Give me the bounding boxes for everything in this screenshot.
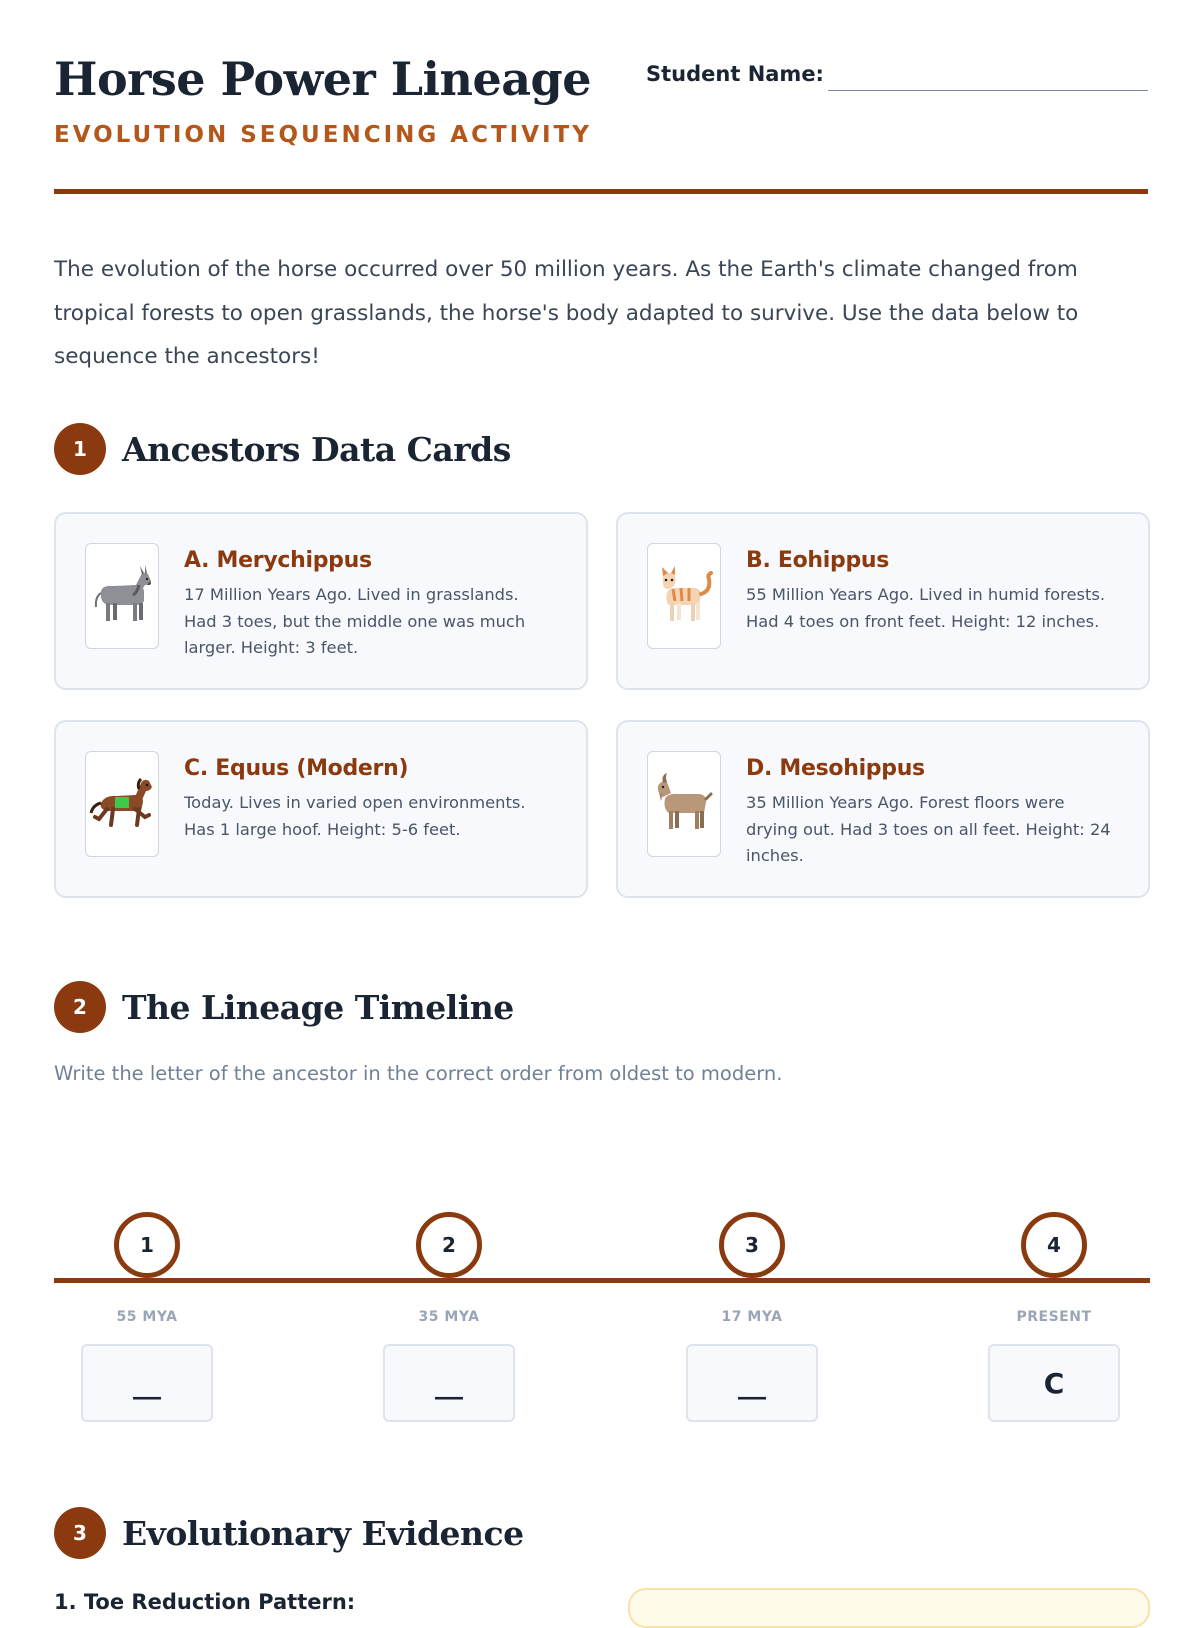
timeline-instruction: Write the letter of the ancestor in the correct order from oldest to modern.	[54, 1062, 783, 1085]
timeline-line	[54, 1278, 1150, 1283]
student-name-field[interactable]	[828, 90, 1148, 91]
section-heading-timeline	[54, 980, 514, 1034]
page-subtitle: EVOLUTION SEQUENCING ACTIVITY	[54, 122, 592, 148]
racehorse-icon	[85, 751, 159, 857]
timeline-step-marker: 3	[719, 1212, 785, 1278]
section-title: Ancestors Data Cards	[122, 429, 511, 469]
card-description: 17 Million Years Ago. Lived in grasslands. Had 3 toes, but the middle one was much larger. Height: 3 feet.	[184, 585, 526, 657]
section-number-badge: 1	[54, 423, 106, 475]
card-title: D. Mesohippus	[746, 756, 925, 781]
student-name-label: Student Name:	[646, 62, 824, 86]
card-description: 35 Million Years Ago. Forest floors were drying out. Had 3 toes on all feet. Height: 24 inches.	[746, 793, 1111, 865]
card-description: 55 Million Years Ago. Lived in humid forests. Had 4 toes on front feet. Height: 12 inches.	[746, 585, 1105, 631]
card-title: A. Merychippus	[184, 548, 372, 573]
section-heading-evidence	[54, 1506, 524, 1560]
page-title: Horse Power Lineage	[54, 52, 591, 106]
section-title: Evolutionary Evidence	[122, 1513, 524, 1553]
goat-icon	[647, 751, 721, 857]
cat-icon	[647, 543, 721, 649]
timeline-answer-box[interactable]: __	[81, 1344, 213, 1422]
section-number-badge: 2	[54, 981, 106, 1033]
section-heading-ancestors	[54, 422, 511, 476]
card-title: C. Equus (Modern)	[184, 756, 409, 781]
donkey-icon	[85, 543, 159, 649]
timeline-era-label: 35 MYA	[418, 1309, 480, 1325]
card-description: Today. Lives in varied open environments. Has 1 large hoof. Height: 5-6 feet.	[184, 793, 526, 839]
timeline-answer-box[interactable]: C	[988, 1344, 1120, 1422]
timeline-answer-box[interactable]: __	[686, 1344, 818, 1422]
evidence-note-box	[628, 1588, 1150, 1628]
timeline-era-label: 17 MYA	[721, 1309, 783, 1325]
section-title: The Lineage Timeline	[122, 987, 514, 1027]
ancestor-card-mesohippus	[616, 720, 1150, 898]
timeline-answer-box[interactable]: __	[383, 1344, 515, 1422]
card-title: B. Eohippus	[746, 548, 890, 573]
timeline-step-marker: 4	[1021, 1212, 1087, 1278]
ancestor-card-equus	[54, 720, 588, 898]
section-number-badge: 3	[54, 1507, 106, 1559]
ancestor-card-merychippus	[54, 512, 588, 690]
timeline-step-marker: 1	[114, 1212, 180, 1278]
timeline-era-label: 55 MYA	[116, 1309, 178, 1325]
evidence-question: 1. Toe Reduction Pattern:	[54, 1590, 356, 1614]
intro-paragraph: The evolution of the horse occurred over 50 million years. As the Earth's climate changed from tropical forests to open grasslands, the horse's body adapted to survive. Use the data below to sequence the ancestors!	[54, 257, 1079, 369]
timeline-step-marker: 2	[416, 1212, 482, 1278]
worksheet-header	[54, 52, 1148, 194]
timeline-era-label: PRESENT	[1016, 1309, 1092, 1325]
ancestor-card-eohippus	[616, 512, 1150, 690]
